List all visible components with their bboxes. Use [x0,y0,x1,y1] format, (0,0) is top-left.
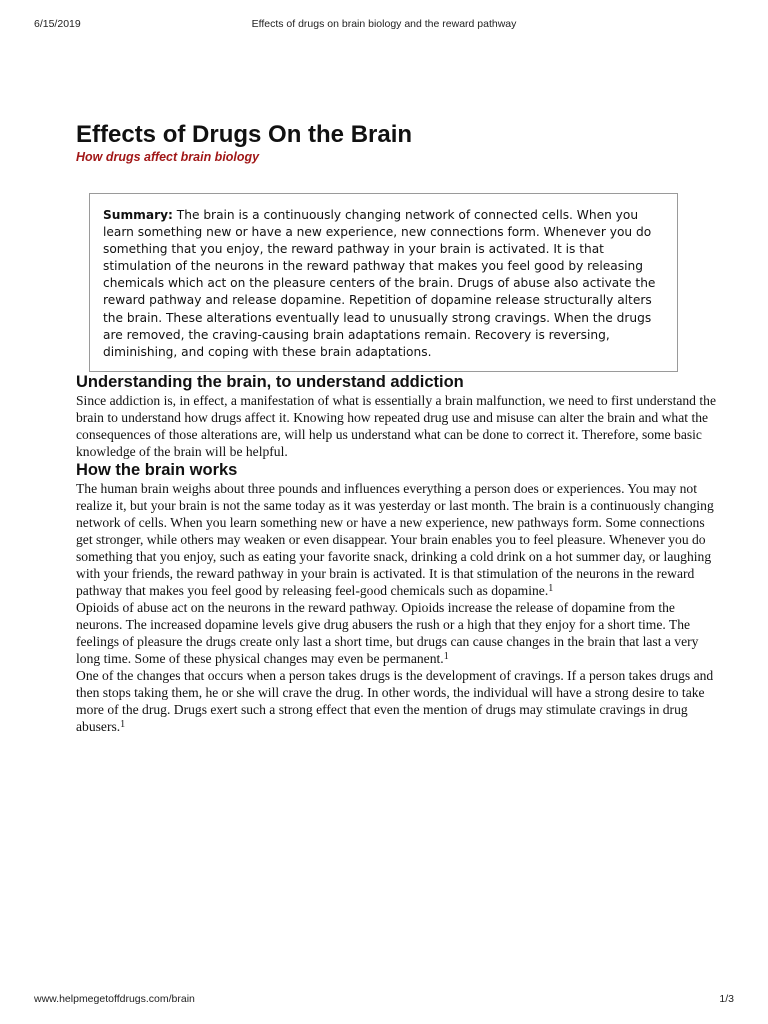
paragraph [76,667,716,735]
paragraph-text: Since addiction is, in effect, a manifestation of what is essentially a brain malfunction, we need to first understand the brain to understand how drugs affect it. Knowing how repeated drug use and misuse can alter the brain and what the consequences of those alterations are, will help us understand what can be done to correct it. Therefore, some basic knowledge of the brain will be helpful. [76,392,716,459]
footnote-marker[interactable]: 1 [443,650,449,662]
page-subtitle: How drugs affect brain biology [76,150,260,164]
paragraph-text: One of the changes that occurs when a person takes drugs is the development of cravings. If a person takes drugs and then stops taking them, he or she will crave the drug. In other words, the individual will have a strong desire to take more of the drug. Drugs exert such a strong effect that even the mention of drugs may stimulate cravings in drug abusers. [76,667,714,734]
page-number: 1/3 [719,993,734,1005]
paragraph-text: The human brain weighs about three pounds and influences everything a person does or experiences. You may not realize it, but your brain is not the same today as it was yesterday or last month. The brain is a continuously changing network of cells. When you learn something new or have a new experience, new pathways form. Some connections get stronger, while others may weaken or even disappear. Your brain enables you to feel pleasure. Whenever you do something that you enjoy, such as eating your favorite snack, drinking a cold drink on a hot summer day, or laughing with your friends, the reward pathway in your brain is activated. It is that stimulation of the neurons in the reward pathway that makes you feel good by releasing feel-good chemicals such as dopamine. [76,480,714,598]
footnote-marker[interactable]: 1 [120,718,126,730]
paragraph-text: Opioids of abuse act on the neurons in the reward pathway. Opioids increase the release of dopamine from the neurons. The increased dopamine levels give drug abusers the rush or a high that they enjoy for a short time. The feelings of pleasure the drugs create only last a short time, but drugs can cause changes in the brain that last a very long time. Some of these physical changes may even be permanent. [76,599,699,666]
summary-text: The brain is a continuously changing network of connected cells. When you learn something new or have a new experience, new connections form. Whenever you do something that you enjoy, the reward pathway in your brain is activated. It is that stimulation of the neurons in the reward pathway that makes you feel good by releasing chemicals which act on the pleasure centers of the brain. Drugs of abuse also activate the reward pathway and release dopamine. Repetition of dopamine release structurally alters the brain. These alterations eventually lead to unusually strong cravings. When the drugs are removed, the craving-causing brain adaptations remain. Recovery is reversing, diminishing, and coping with these brain adaptations. [103,208,656,359]
page-url: www.helpmegetoffdrugs.com/brain [34,993,195,1005]
print-date: 6/15/2019 [34,18,81,30]
paragraph [76,599,716,667]
print-header [34,18,734,34]
section-heading-how-brain-works: How the brain works [76,460,238,479]
footnote-marker[interactable]: 1 [548,582,554,594]
paragraph [76,480,716,599]
summary-label: Summary: [103,208,173,222]
summary-box [89,193,678,372]
paragraph [76,392,716,460]
section-heading-understanding: Understanding the brain, to understand addiction [76,372,464,391]
article [76,121,716,735]
page-title: Effects of Drugs On the Brain [76,121,413,148]
print-page-title: Effects of drugs on brain biology and the reward pathway [251,18,517,30]
print-footer [34,993,734,1009]
